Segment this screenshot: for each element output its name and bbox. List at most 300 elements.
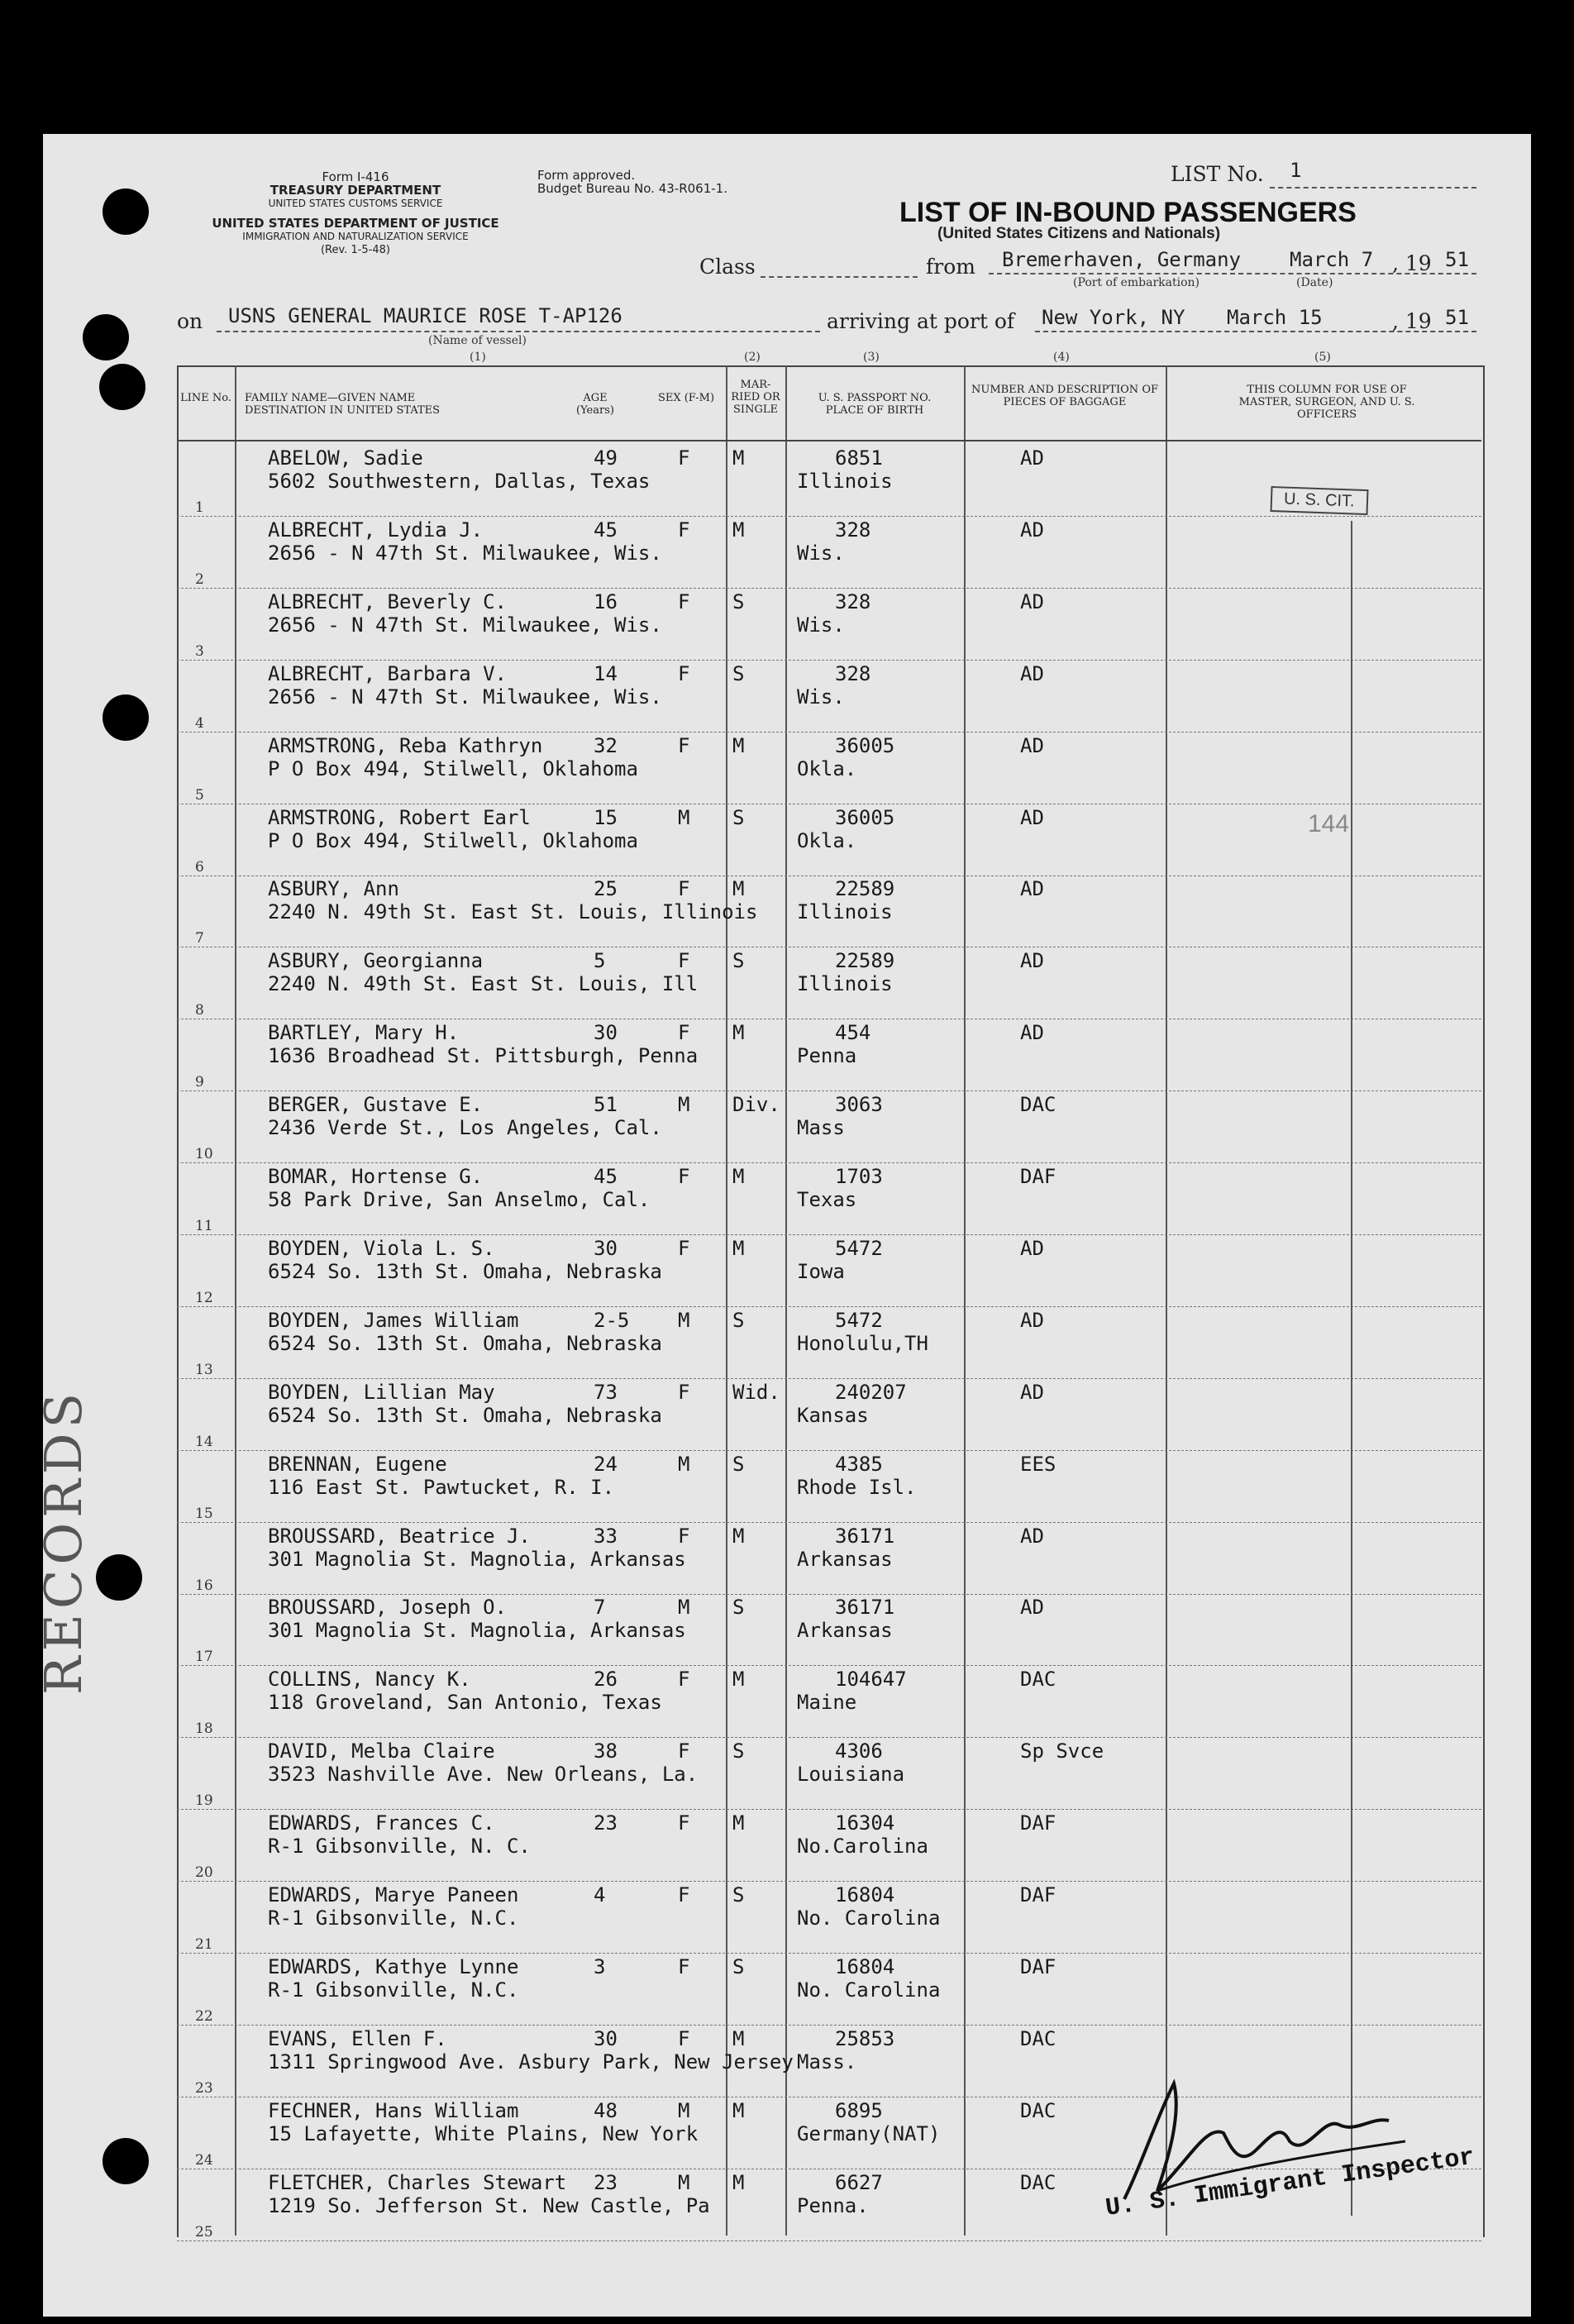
line-number: 8: [195, 1002, 204, 1019]
passenger-sex: F: [678, 1524, 690, 1548]
baggage: AD: [1020, 1308, 1044, 1332]
passenger-name: EDWARDS, Frances C.: [268, 1811, 495, 1835]
passenger-sex: F: [678, 1739, 690, 1763]
line-number: 19: [195, 1792, 213, 1810]
place-of-birth: Okla.: [797, 756, 857, 780]
marital-status: S: [732, 1954, 745, 1978]
marital-status: M: [732, 1165, 745, 1188]
destination-address: R-1 Gibsonville, N.C.: [268, 1978, 519, 2002]
passport-number: 5472: [835, 1308, 883, 1332]
passenger-age: 24: [594, 1452, 618, 1476]
passport-number: 36005: [835, 805, 895, 829]
marital-status: M: [732, 877, 745, 901]
baggage: DAC: [1020, 2170, 1056, 2194]
place-of-birth: Arkansas: [797, 1619, 893, 1643]
passenger-age: 32: [594, 733, 618, 757]
row-divider: [177, 2240, 1481, 2241]
baggage: EES: [1020, 1452, 1056, 1476]
passenger-sex: F: [678, 1165, 690, 1188]
passenger-name: ALBRECHT, Lydia J.: [268, 518, 484, 542]
arrival-port: New York, NY: [1042, 306, 1185, 329]
row-divider: [177, 1665, 1481, 1666]
marital-status: Div.: [732, 1093, 780, 1117]
marital-status: M: [732, 518, 745, 542]
passenger-name: ALBRECHT, Beverly C.: [268, 589, 507, 613]
col-divider: [235, 365, 236, 2236]
row-divider: [177, 1450, 1481, 1451]
passenger-age: 14: [594, 661, 618, 685]
destination-address: 118 Groveland, San Antonio, Texas: [268, 1691, 662, 1715]
place-of-birth: Illinois: [797, 900, 893, 924]
col-num-5: (5): [1314, 351, 1331, 364]
baggage: Sp Svce: [1020, 1739, 1104, 1763]
line-number: 13: [195, 1361, 213, 1378]
punch-hole: [83, 314, 129, 360]
line-number: 22: [195, 2007, 213, 2025]
embarkation-date: March 7: [1290, 248, 1374, 271]
passenger-age: 49: [594, 446, 618, 470]
marital-status: M: [732, 1524, 745, 1548]
passenger-name: ARMSTRONG, Reba Kathryn: [268, 733, 543, 757]
passenger-name: BOYDEN, Lillian May: [268, 1380, 495, 1404]
marital-status: S: [732, 1308, 745, 1332]
baggage: DAF: [1020, 1811, 1056, 1835]
marital-status: M: [732, 1668, 745, 1692]
passenger-sex: F: [678, 1236, 690, 1260]
row-divider: [177, 1234, 1481, 1235]
col-divider: [785, 365, 787, 2236]
destination-address: P O Box 494, Stilwell, Oklahoma: [268, 828, 638, 852]
passenger-age: 5: [594, 949, 606, 973]
baggage: DAF: [1020, 1883, 1056, 1906]
passenger-age: 30: [594, 2026, 618, 2050]
place-of-birth: Illinois: [797, 470, 893, 493]
col-divider: [726, 365, 727, 2236]
baggage: AD: [1020, 1596, 1044, 1620]
baggage: DAC: [1020, 2026, 1056, 2050]
passenger-sex: F: [678, 589, 690, 613]
from-label: from: [926, 255, 975, 279]
passport-number: 36171: [835, 1596, 895, 1620]
marital-status: M: [732, 1236, 745, 1260]
marital-status: M: [732, 1811, 745, 1835]
year-prefix: , 19: [1392, 309, 1432, 333]
passenger-age: 26: [594, 1668, 618, 1692]
destination-address: 301 Magnolia St. Magnolia, Arkansas: [268, 1619, 686, 1643]
header-name: FAMILY NAME—GIVEN NAME DESTINATION IN UNITED STATES: [245, 392, 441, 417]
passenger-age: 15: [594, 805, 618, 829]
arrival-year: 51: [1445, 306, 1469, 329]
marital-status: Wid.: [732, 1380, 780, 1404]
line-number: 25: [195, 2223, 213, 2240]
baggage: AD: [1020, 949, 1044, 973]
place-of-birth: No. Carolina: [797, 1906, 941, 1930]
passport-number: 328: [835, 518, 871, 542]
passport-number: 16804: [835, 1883, 895, 1906]
line-number: 21: [195, 1936, 213, 1953]
col-num-3: (3): [863, 351, 880, 364]
destination-address: 2240 N. 49th St. East St. Louis, Illinois: [268, 900, 758, 924]
marital-status: S: [732, 661, 745, 685]
list-no-label: LIST No.: [1171, 162, 1264, 186]
place-of-birth: Mass.: [797, 2050, 857, 2073]
header-married: MAR-RIED OR SINGLE: [731, 379, 780, 416]
passenger-sex: M: [678, 1596, 690, 1620]
passport-number: 25853: [835, 2026, 895, 2050]
destination-address: 301 Magnolia St. Magnolia, Arkansas: [268, 1547, 686, 1571]
vessel-underline: [217, 331, 820, 332]
passenger-age: 7: [594, 1596, 606, 1620]
passport-number: 454: [835, 1021, 871, 1045]
customs-service: UNITED STATES CUSTOMS SERVICE: [268, 198, 443, 209]
line-number: 14: [195, 1433, 213, 1450]
passenger-age: 25: [594, 877, 618, 901]
justice-dept: UNITED STATES DEPARTMENT OF JUSTICE: [212, 216, 499, 231]
place-of-birth: Louisiana: [797, 1763, 905, 1787]
destination-address: 2436 Verde St., Los Angeles, Cal.: [268, 1116, 662, 1140]
form-number: Form I-416: [322, 169, 389, 184]
marital-status: S: [732, 805, 745, 829]
passenger-age: 38: [594, 1739, 618, 1763]
punch-hole: [103, 2138, 149, 2184]
passenger-name: BOYDEN, James William: [268, 1308, 519, 1332]
line-number: 6: [195, 858, 204, 876]
passport-number: 6627: [835, 2170, 883, 2194]
destination-address: P O Box 494, Stilwell, Oklahoma: [268, 756, 638, 780]
place-of-birth: Iowa: [797, 1259, 845, 1283]
passenger-age: 23: [594, 1811, 618, 1835]
destination-address: 1311 Springwood Ave. Asbury Park, New Jersey: [268, 2050, 794, 2073]
passenger-age: 30: [594, 1236, 618, 1260]
baggage: AD: [1020, 733, 1044, 757]
pen-line: [1351, 521, 1352, 2216]
baggage: AD: [1020, 1524, 1044, 1548]
destination-address: 15 Lafayette, White Plains, New York: [268, 2121, 699, 2145]
passenger-name: BRENNAN, Eugene: [268, 1452, 447, 1476]
class-label: Class: [699, 255, 756, 279]
destination-address: 6524 So. 13th St. Omaha, Nebraska: [268, 1259, 662, 1283]
passenger-name: EDWARDS, Marye Paneen: [268, 1883, 519, 1906]
line-number: 15: [195, 1505, 213, 1522]
passenger-age: 3: [594, 1954, 606, 1978]
passenger-sex: F: [678, 877, 690, 901]
passenger-sex: M: [678, 1308, 690, 1332]
marital-status: M: [732, 2098, 745, 2122]
row-divider: [177, 1522, 1481, 1523]
row-divider: [177, 1881, 1481, 1882]
col-num-1: (1): [470, 351, 486, 364]
destination-address: 6524 So. 13th St. Omaha, Nebraska: [268, 1331, 662, 1355]
passport-number: 22589: [835, 949, 895, 973]
passenger-name: EDWARDS, Kathye Lynne: [268, 1954, 519, 1978]
passenger-age: 73: [594, 1380, 618, 1404]
destination-address: R-1 Gibsonville, N. C.: [268, 1835, 531, 1859]
line-number: 20: [195, 1864, 213, 1882]
passenger-name: ASBURY, Georgianna: [268, 949, 484, 973]
marital-status: M: [732, 1021, 745, 1045]
row-divider: [177, 1809, 1481, 1810]
embarkation-year: 51: [1445, 248, 1469, 271]
class-underline: [761, 276, 918, 278]
passenger-sex: F: [678, 733, 690, 757]
punch-hole: [103, 188, 149, 235]
line-number: 10: [195, 1146, 213, 1163]
marital-status: S: [732, 589, 745, 613]
line-number: 16: [195, 1577, 213, 1594]
passport-number: 36171: [835, 1524, 895, 1548]
marital-status: S: [732, 1452, 745, 1476]
passenger-name: ARMSTRONG, Robert Earl: [268, 805, 531, 829]
place-of-birth: Wis.: [797, 685, 845, 709]
header-rule: [177, 440, 1481, 441]
passenger-sex: F: [678, 1380, 690, 1404]
punch-hole: [99, 364, 145, 410]
place-of-birth: Texas: [797, 1188, 857, 1211]
passenger-name: COLLINS, Nancy K.: [268, 1668, 471, 1692]
passport-number: 4385: [835, 1452, 883, 1476]
row-divider: [177, 1594, 1481, 1595]
baggage: AD: [1020, 518, 1044, 542]
passenger-sex: F: [678, 1954, 690, 1978]
line-number: 18: [195, 1720, 213, 1738]
punch-hole: [103, 694, 149, 741]
header-sex: SEX (F-M): [657, 392, 715, 404]
passenger-age: 48: [594, 2098, 618, 2122]
marital-status: S: [732, 1596, 745, 1620]
passenger-name: BROUSSARD, Beatrice J.: [268, 1524, 531, 1548]
col-num-4: (4): [1053, 351, 1070, 364]
baggage: AD: [1020, 446, 1044, 470]
line-number: 4: [195, 714, 204, 732]
baggage: DAF: [1020, 1165, 1056, 1188]
marital-status: S: [732, 949, 745, 973]
passenger-age: 30: [594, 1021, 618, 1045]
passenger-sex: F: [678, 2026, 690, 2050]
place-of-birth: Maine: [797, 1691, 857, 1715]
line-number: 1: [195, 499, 204, 516]
header-officers: THIS COLUMN FOR USE OF MASTER, SURGEON, AND U. S. OFFICERS: [1238, 384, 1415, 421]
marital-status: M: [732, 446, 745, 470]
baggage: DAF: [1020, 1954, 1056, 1978]
passenger-name: FECHNER, Hans William: [268, 2098, 519, 2122]
arriving-label: arriving at port of: [827, 309, 1015, 333]
arrival-date: March 15: [1227, 306, 1323, 329]
line-number: 2: [195, 570, 204, 588]
destination-address: 1219 So. Jefferson St. New Castle, Pa: [268, 2193, 710, 2217]
passenger-age: 51: [594, 1093, 618, 1117]
treasury-dept: TREASURY DEPARTMENT: [269, 183, 441, 198]
date-caption: (Date): [1296, 276, 1333, 289]
year-prefix: , 19: [1392, 251, 1432, 275]
port-of-embarkation: Bremerhaven, Germany: [1002, 248, 1241, 271]
passenger-name: EVANS, Ellen F.: [268, 2026, 447, 2050]
baggage: AD: [1020, 1380, 1044, 1404]
marital-status: M: [732, 733, 745, 757]
passenger-name: BOYDEN, Viola L. S.: [268, 1236, 495, 1260]
passenger-sex: F: [678, 518, 690, 542]
passport-number: 36005: [835, 733, 895, 757]
line-number: 9: [195, 1074, 204, 1091]
document-title: LIST OF IN-BOUND PASSENGERS: [899, 197, 1357, 228]
passenger-name: BARTLEY, Mary H.: [268, 1021, 460, 1045]
punch-hole: [96, 1554, 142, 1601]
destination-address: 3523 Nashville Ave. New Orleans, La.: [268, 1763, 699, 1787]
passenger-sex: F: [678, 661, 690, 685]
passport-number: 104647: [835, 1668, 907, 1692]
place-of-birth: Penna: [797, 1044, 857, 1068]
destination-address: 1636 Broadhead St. Pittsburgh, Penna: [268, 1044, 699, 1068]
marital-status: S: [732, 1739, 745, 1763]
list-no-underline: [1270, 187, 1476, 188]
baggage: DAC: [1020, 2098, 1056, 2122]
row-divider: [177, 1162, 1481, 1163]
place-of-birth: Rhode Isl.: [797, 1475, 917, 1499]
passenger-sex: F: [678, 1668, 690, 1692]
passenger-sex: F: [678, 1021, 690, 1045]
passenger-age: 33: [594, 1524, 618, 1548]
destination-address: 6524 So. 13th St. Omaha, Nebraska: [268, 1403, 662, 1427]
destination-address: 2240 N. 49th St. East St. Louis, Ill: [268, 972, 699, 996]
place-of-birth: Penna.: [797, 2193, 869, 2217]
passport-number: 328: [835, 661, 871, 685]
passport-number: 328: [835, 589, 871, 613]
place-of-birth: Illinois: [797, 972, 893, 996]
destination-address: 2656 - N 47th St. Milwaukee, Wis.: [268, 685, 662, 709]
col-divider: [964, 365, 966, 2236]
passenger-name: FLETCHER, Charles Stewart: [268, 2170, 567, 2194]
destination-address: 2656 - N 47th St. Milwaukee, Wis.: [268, 541, 662, 565]
baggage: AD: [1020, 1236, 1044, 1260]
port-caption: (Port of embarkation): [1073, 276, 1200, 289]
marital-status: M: [732, 2170, 745, 2194]
line-number: 11: [195, 1218, 213, 1234]
form-approved: Form approved.: [537, 168, 636, 183]
passenger-name: ASBURY, Ann: [268, 877, 399, 901]
line-number: 3: [195, 642, 204, 660]
document-subtitle: (United States Citizens and Nationals): [937, 225, 1221, 242]
passenger-sex: F: [678, 446, 690, 470]
row-divider: [177, 1090, 1481, 1091]
passport-number: 6851: [835, 446, 883, 470]
passenger-age: 2-5: [594, 1308, 630, 1332]
place-of-birth: No. Carolina: [797, 1978, 941, 2002]
ins-service: IMMIGRATION AND NATURALIZATION SERVICE: [242, 231, 469, 242]
header-line-no: LINE No.: [180, 392, 231, 404]
baggage: AD: [1020, 661, 1044, 685]
passport-number: 1703: [835, 1165, 883, 1188]
baggage: AD: [1020, 589, 1044, 613]
passenger-name: ALBRECHT, Barbara V.: [268, 661, 507, 685]
margin-number: 144: [1308, 810, 1350, 837]
vessel-name: USNS GENERAL MAURICE ROSE T-AP126: [228, 304, 622, 327]
place-of-birth: Arkansas: [797, 1547, 893, 1571]
row-divider: [177, 1737, 1481, 1738]
col-divider: [1166, 365, 1167, 2236]
row-divider: [177, 1378, 1481, 1379]
marital-status: S: [732, 1883, 745, 1906]
line-number: 23: [195, 2079, 213, 2097]
line-number: 17: [195, 1649, 213, 1666]
passenger-age: 4: [594, 1883, 606, 1906]
passenger-sex: M: [678, 805, 690, 829]
passenger-sex: M: [678, 2098, 690, 2122]
baggage: AD: [1020, 805, 1044, 829]
passenger-age: 45: [594, 518, 618, 542]
row-divider: [177, 1306, 1481, 1307]
passport-number: 3063: [835, 1093, 883, 1117]
us-citizen-stamp: U. S. CIT.: [1270, 486, 1368, 515]
passenger-name: BOMAR, Hortense G.: [268, 1165, 484, 1188]
revision: (Rev. 1-5-48): [320, 244, 390, 256]
row-divider: [177, 588, 1481, 589]
place-of-birth: Wis.: [797, 541, 845, 565]
place-of-birth: Germany(NAT): [797, 2121, 941, 2145]
header-baggage: NUMBER AND DESCRIPTION OF PIECES OF BAGGAGE: [971, 384, 1158, 408]
passport-number: 4306: [835, 1739, 883, 1763]
margin-note: RECORDS: [33, 1387, 93, 1695]
line-number: 24: [195, 2151, 213, 2169]
vessel-caption: (Name of vessel): [428, 334, 527, 347]
passenger-sex: F: [678, 1883, 690, 1906]
passenger-name: BROUSSARD, Joseph O.: [268, 1596, 507, 1620]
passenger-age: 23: [594, 2170, 618, 2194]
line-number: 12: [195, 1289, 213, 1306]
line-number: 7: [195, 930, 204, 947]
line-number: 5: [195, 786, 204, 804]
destination-address: 58 Park Drive, San Anselmo, Cal.: [268, 1188, 651, 1211]
row-divider: [177, 732, 1481, 733]
place-of-birth: Kansas: [797, 1403, 869, 1427]
baggage: AD: [1020, 1021, 1044, 1045]
row-divider: [177, 660, 1481, 661]
passenger-age: 16: [594, 589, 618, 613]
passport-number: 16804: [835, 1954, 895, 1978]
marital-status: M: [732, 2026, 745, 2050]
passenger-sex: F: [678, 949, 690, 973]
passenger-name: ABELOW, Sadie: [268, 446, 423, 470]
place-of-birth: No.Carolina: [797, 1835, 928, 1859]
col-num-2: (2): [744, 351, 761, 364]
destination-address: 2656 - N 47th St. Milwaukee, Wis.: [268, 613, 662, 637]
passport-number: 22589: [835, 877, 895, 901]
row-divider: [177, 516, 1481, 517]
passenger-name: BERGER, Gustave E.: [268, 1093, 484, 1117]
destination-address: 5602 Southwestern, Dallas, Texas: [268, 470, 651, 493]
passport-number: 5472: [835, 1236, 883, 1260]
destination-address: R-1 Gibsonville, N.C.: [268, 1906, 519, 1930]
place-of-birth: Wis.: [797, 613, 845, 637]
baggage: DAC: [1020, 1093, 1056, 1117]
passenger-name: DAVID, Melba Claire: [268, 1739, 495, 1763]
budget-bureau: Budget Bureau No. 43-R061-1.: [537, 181, 727, 196]
header-passport: U. S. PASSPORT NO. PLACE OF BIRTH: [818, 392, 932, 417]
passenger-sex: F: [678, 1811, 690, 1835]
row-divider: [177, 1953, 1481, 1954]
passenger-sex: M: [678, 2170, 690, 2194]
baggage: AD: [1020, 877, 1044, 901]
passenger-age: 45: [594, 1165, 618, 1188]
place-of-birth: Okla.: [797, 828, 857, 852]
header-age: AGE (Years): [576, 392, 614, 417]
passenger-sex: M: [678, 1452, 690, 1476]
passport-number: 6895: [835, 2098, 883, 2122]
inspector-stamp: U. S. Immigrant Inspector: [1104, 2143, 1476, 2223]
destination-address: 116 East St. Pawtucket, R. I.: [268, 1475, 615, 1499]
passport-number: 16304: [835, 1811, 895, 1835]
passport-number: 240207: [835, 1380, 907, 1404]
row-divider: [177, 2025, 1481, 2026]
passenger-sex: M: [678, 1093, 690, 1117]
